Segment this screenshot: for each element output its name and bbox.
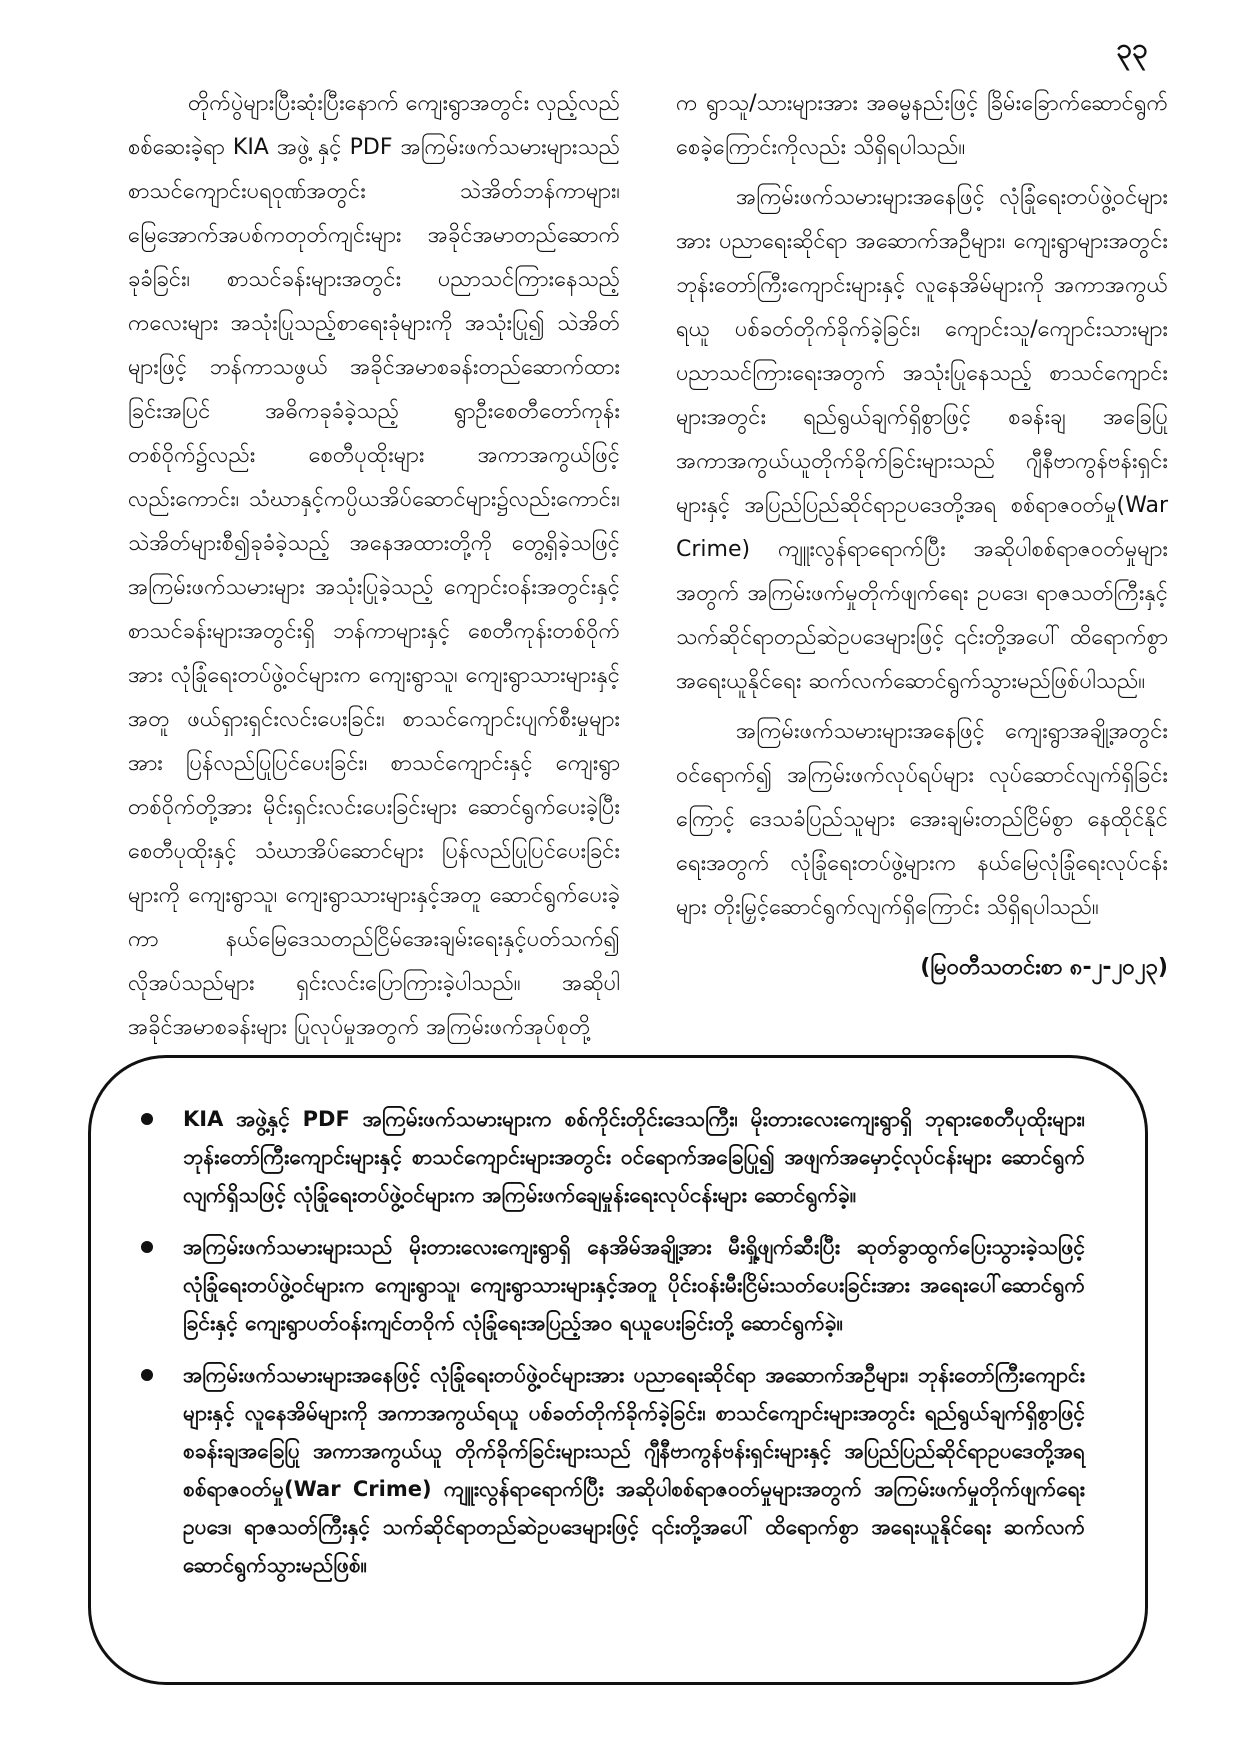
right-column bbox=[676, 82, 1168, 1050]
summary-item-text: KIA အဖွဲ့နှင့် PDF အကြမ်းဖက်သမားများက စစ်ကိုင်းတိုင်းဒေသကြီး၊ မိုးတားလေးကျေးရွာရှိ ဘုရားစေတီပုထိုးများ၊ ဘုန်းတော်ကြီးကျောင်းများနှင့် စာသင်ကျောင်းများအတွင်း ဝင်ရောက်အခြေပြု၍ အဖျက်အမှောင့်လုပ်ငန်းများ ဆောင်ရွက်လျက်ရှိသဖြင့် လုံခြုံရေးတပ်ဖွဲ့ဝင်များက အကြမ်းဖက်ချေမှုန်းရေးလုပ်ငန်းများ ဆောင်ရွက်ခဲ့။ bbox=[183, 1107, 1085, 1207]
bullet-icon bbox=[141, 1241, 153, 1253]
bullet-icon bbox=[141, 1369, 153, 1381]
summary-item-text: အကြမ်းဖက်သမားများသည် မိုးတားလေးကျေးရွာရှိ နေအိမ်အချို့အား မီးရှို့ဖျက်ဆီးပြီး ဆုတ်ခွာထွက်ပြေးသွားခဲ့သဖြင့် လုံခြုံရေးတပ်ဖွဲ့ဝင်များက ကျေးရွာသူ၊ ကျေးရွာသားများနှင့်အတူ ပိုင်းဝန်းမီးငြိမ်းသတ်ပေးခြင်းအား အရေးပေါ်ဆောင်ရွက်ခြင်းနှင့် ကျေးရွာပတ်ဝန်းကျင်တဝိုက် လုံခြုံရေးအပြည့်အဝ ရယူပေးခြင်းတို့ ဆောင်ရွက်ခဲ့။ bbox=[183, 1235, 1085, 1335]
article-paragraph: အကြမ်းဖက်သမားများအနေဖြင့် လုံခြုံရေးတပ်ဖွဲ့ဝင်များအား ပညာရေးဆိုင်ရာ အဆောက်အဦများ၊ ကျေးရွာများအတွင်း ဘုန်းတော်ကြီးကျောင်းများနှင့် လူနေအိမ်များကို အကာအကွယ်ရယူ ပစ်ခတ်တိုက်ခိုက်ခဲ့ခြင်း၊ ကျောင်းသူ/ကျောင်းသားများ ပညာသင်ကြားရေးအတွက် အသုံးပြုနေသည့် စာသင်ကျောင်းများအတွင်း ရည်ရွယ်ချက်ရှိစွာဖြင့် စခန်းချ အခြေပြု အကာအကွယ်ယူတိုက်ခိုက်ခြင်းများသည် ဂျီနီဗာကွန်ဗန်းရှင်းများနှင့် အပြည်ပြည်ဆိုင်ရာဥပဒေတို့အရ စစ်ရာဇဝတ်မှု(War Crime) ကျူးလွန်ရာရောက်ပြီး အဆိုပါစစ်ရာဇဝတ်မှုများအတွက် အကြမ်းဖက်မှုတိုက်ဖျက်ရေး ဥပဒေ၊ ရာဇသတ်ကြီးနှင့် သက်ဆိုင်ရာတည်ဆဲဥပဒေများဖြင့် ၎င်းတို့အပေါ် ထိရောက်စွာ အရေးယူနိုင်ရေး ဆက်လက်ဆောင်ရွက်သွားမည်ဖြစ်ပါသည်။ bbox=[676, 185, 1168, 694]
article-paragraph-continued: က ရွာသူ/သားများအား အဓမ္မနည်းဖြင့် ခြိမ်းခြောက်ဆောင်ရွက်စေခဲ့ကြောင်းကိုလည်း သိရှိရပါသည်။ bbox=[676, 91, 1168, 160]
summary-item bbox=[131, 1228, 1085, 1342]
article-paragraph: အကြမ်းဖက်သမားများအနေဖြင့် ကျေးရွာအချို့အတွင်း ဝင်ရောက်၍ အကြမ်းဖက်လုပ်ရပ်များ လုပ်ဆောင်လျက်ရှိခြင်းကြောင့် ဒေသခံပြည်သူများ အေးချမ်းတည်ငြိမ်စွာ နေထိုင်နိုင်ရေးအတွက် လုံခြုံရေးတပ်ဖွဲ့များက နယ်မြေလုံခြုံရေးလုပ်ငန်းများ တိုးမြှင့်ဆောင်ရွက်လျက်ရှိကြောင်း သိရှိရပါသည်။ bbox=[676, 719, 1168, 920]
source-citation: (မြဝတီသတင်းစာ ၈-၂-၂၀၂၃) bbox=[920, 955, 1168, 980]
bullet-icon bbox=[141, 1113, 153, 1125]
page-number: ၃၃ bbox=[1116, 32, 1148, 65]
article-paragraph: တိုက်ပွဲများပြီးဆုံးပြီးနောက် ကျေးရွာအတွင်း လှည့်လည်စစ်ဆေးခဲ့ရာ KIA အဖွဲ့ နှင့် PDF အကြမ်းဖက်သမားများသည် စာသင်ကျောင်းပရဝုဏ်အတွင်း သဲအိတ်ဘန်ကာများ၊ မြေအောက်အပစ်ကတုတ်ကျင်းများ အခိုင်အမာတည်ဆောက်ခုခံခြင်း၊ စာသင်ခန်းများအတွင်း ပညာသင်ကြားနေသည့်ကလေးများ အသုံးပြုသည့်စာရေးခုံများကို အသုံးပြု၍ သဲအိတ်များဖြင့် ဘန်ကာသဖွယ် အခိုင်အမာစခန်းတည်ဆောက်ထားခြင်းအပြင် အဓိကခုခံခဲ့သည့် ရွာဦးစေတီတော်ကုန်းတစ်ဝိုက်၌လည်း စေတီပုထိုးများ အကာအကွယ်ဖြင့်လည်းကောင်း၊ သံဃာနှင့်ကပ္ပိယအိပ်ဆောင်များ၌လည်းကောင်း၊ သဲအိတ်များစီ၍ခုခံခဲ့သည့် အနေအထားတို့ကို တွေ့ရှိခဲ့သဖြင့် အကြမ်းဖက်သမားများ အသုံးပြုခဲ့သည့် ကျောင်းဝန်းအတွင်းနှင့် စာသင်ခန်းများအတွင်းရှိ ဘန်ကာများနှင့် စေတီကုန်းတစ်ဝိုက်အား လုံခြုံရေးတပ်ဖွဲ့ဝင်များက ကျေးရွာသူ၊ ကျေးရွာသားများနှင့်အတူ ဖယ်ရှားရှင်းလင်းပေးခြင်း၊ စာသင်ကျောင်းပျက်စီးမှုများအား ပြန်လည်ပြုပြင်ပေးခြင်း၊ စာသင်ကျောင်းနှင့် ကျေးရွာတစ်ဝိုက်တို့အား မိုင်းရှင်းလင်းပေးခြင်းများ ဆောင်ရွက်ပေးခဲ့ပြီး စေတီပုထိုးနှင့် သံဃာအိပ်ဆောင်များ ပြန်လည်ပြုပြင်ပေးခြင်းများကို ကျေးရွာသူ၊ ကျေးရွာသားများနှင့်အတူ ဆောင်ရွက်ပေးခဲ့ကာ နယ်မြေဒေသတည်ငြိမ်အေးချမ်းရေးနှင့်ပတ်သက်၍ လိုအပ်သည်များ ရှင်းလင်းပြောကြားခဲ့ပါသည်။ အဆိုပါ အခိုင်အမာစခန်းများ ပြုလုပ်မှုအတွက် အကြမ်းဖက်အုပ်စုတို့ bbox=[128, 91, 620, 1040]
left-column bbox=[128, 82, 620, 1050]
article-columns bbox=[128, 82, 1168, 1050]
summary-box bbox=[88, 1055, 1148, 1685]
summary-list bbox=[131, 1100, 1085, 1584]
summary-item bbox=[131, 1356, 1085, 1584]
summary-item-text: အကြမ်းဖက်သမားများအနေဖြင့် လုံခြုံရေးတပ်ဖွဲ့ဝင်များအား ပညာရေးဆိုင်ရာ အဆောက်အဦများ၊ ဘုန်းတော်ကြီးကျောင်းများနှင့် လူနေအိမ်များကို အကာအကွယ်ရယူ ပစ်ခတ်တိုက်ခိုက်ခဲ့ခြင်း၊ စာသင်ကျောင်းများအတွင်း ရည်ရွယ်ချက်ရှိစွာဖြင့် စခန်းချအခြေပြု အကာအကွယ်ယူ တိုက်ခိုက်ခြင်းများသည် ဂျီနီဗာကွန်ဗန်းရှင်းများနှင့် အပြည်ပြည်ဆိုင်ရာဥပဒေတို့အရ စစ်ရာဇဝတ်မှု(War Crime) ကျူးလွန်ရာရောက်ပြီး အဆိုပါစစ်ရာဇဝတ်မှုများအတွက် အကြမ်းဖက်မှုတိုက်ဖျက်ရေး ဥပဒေ၊ ရာဇသတ်ကြီးနှင့် သက်ဆိုင်ရာတည်ဆဲဥပဒေများဖြင့် ၎င်းတို့အပေါ် ထိရောက်စွာ အရေးယူနိုင်ရေး ဆက်လက်ဆောင်ရွက်သွားမည်ဖြစ်။ bbox=[183, 1363, 1085, 1577]
summary-item bbox=[131, 1100, 1085, 1214]
